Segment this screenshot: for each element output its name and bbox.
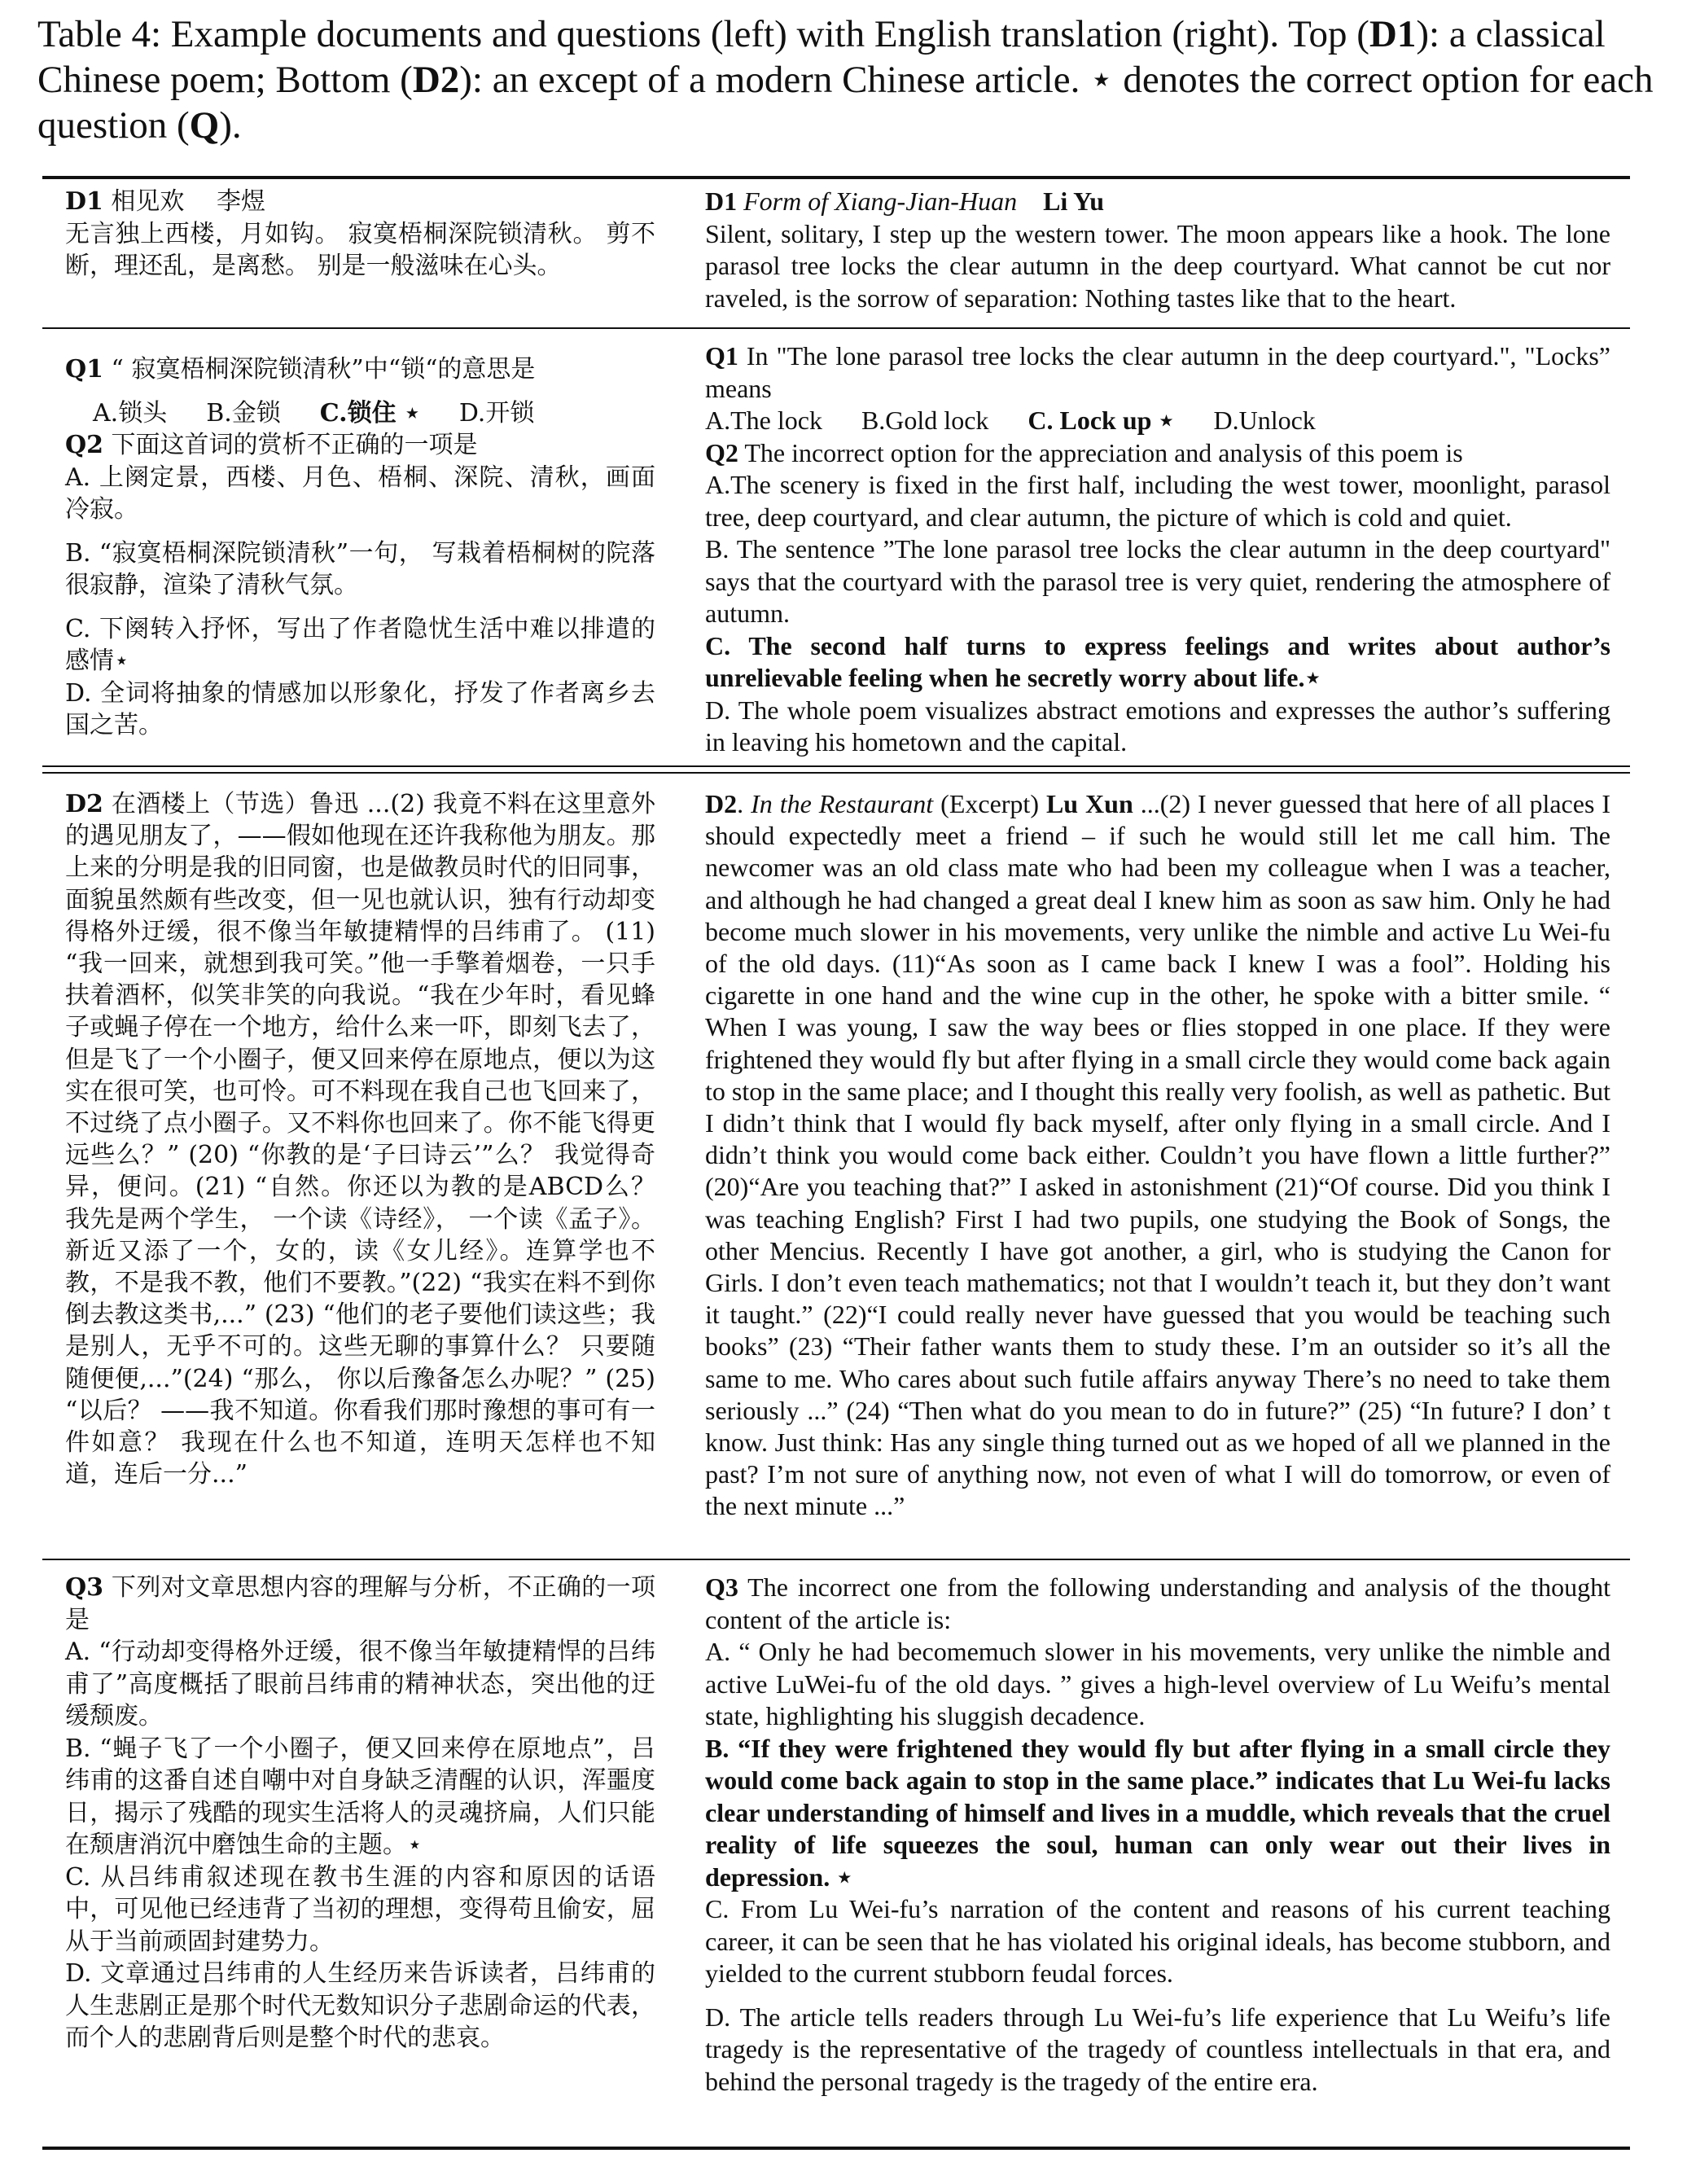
q3-english-option-c: C. From Lu Wei-fu’s narration of the content and reasons of his current teaching career, it can be seen that he has violated his original ideals, has become stubborn, and yielded to the current stubborn feudal forces. — [705, 1894, 1610, 1988]
q2-english-question: Q2 The incorrect option for the appreciation and analysis of this poem is — [705, 437, 1463, 467]
double-rule-top — [42, 765, 1630, 767]
q2-chinese-question: Q2 下面这首词的赏析不正确的一项是 — [65, 431, 478, 459]
q3-english-option-a: A. “ Only he had becomemuch slower in his movements, very unlike the nimble and active LuWei-fu of the old days. ” gives a high-level overview of Lu Weifu’s mental state, highlighting his sluggish decadence. — [705, 1637, 1610, 1730]
q2-option-a: A. 上阕定景，西楼、月色、梧桐、深院、清秋，画面冷寂。 — [65, 463, 655, 524]
d2-chinese-article: D2 在酒楼上（节选）鲁迅 ...(2) 我竟不料在这里意外的遇见朋友了，——假如他现在还许我称他为朋友。那上来的分明是我的旧同窗，也是做教员时代的旧同事，面貌虽然颇有些改变，但一见也就认识，独有行动却变得格外迂缓，很不像当年敏捷精悍的吕纬甫了。 (11) “我一回来，就想到我可笑。”他一手擎着烟卷，一只手扶着酒杯，似笑非笑的向我说。“我在少年时，看见蜂子或蝇子停在一个地方，给什么来一吓，即刻飞去了，但是飞了一个小圈子，便又回来停在原地点，便以为这实在很可笑，也可怜。可不料现在我自己也飞回来了，不过绕了点小圈子。又不料你也回来了。你不能飞得更远些么？” (20) “你教的是‘子曰诗云’”么？ 我觉得奇异，便问。(21) “自然。你还以为教的是ABCD么？ 我先是两个学生， 一个读《诗经》， 一个读《孟子》。新近又添了一个，女的，读《女儿经》。连算学也不教，不是我不教，他们不要教。”(22) “我实在料不到你倒去教这类书,...” (23) “他们的老子要他们读这些；我是别人，无乎不可的。这些无聊的事算什么？ 只要随随便便,...”(24) “那么， 你以后豫备怎么办呢？” (25) “以后？ ——我不知道。你看我们那时豫想的事可有一件如意？ 我现在什么也不知道，连明天怎样也不知道，连后一分...” — [65, 790, 655, 1489]
option: B.Gold lock — [861, 406, 989, 435]
q1-chinese-question: Q1 “ 寂寞梧桐深院锁清秋”中“锁“的意思是 — [65, 355, 536, 384]
d1-english-translation: D1 Form of Xiang-Jian-Huan Li Yu Silent, solitary, I step up the western tower. The moon appears like a hook. The lone parasol tree locks the clear autumn in the deep courtyard. What cannot be cut nor raveled, is the sorrow of separation: Nothing tastes like that to the heart. — [705, 186, 1610, 314]
q3-chinese-question: Q3 下列对文章思想内容的理解与分析，不正确的一项是 — [65, 1573, 655, 1634]
d1-chinese-text: 无言独上西楼，月如钩。 寂寞梧桐深院锁清秋。 剪不断，理还乱，是离愁。 别是一般滋味在心头。 — [65, 219, 655, 280]
q3-english-option-d: D. The article tells readers through Lu Wei-fu’s life experience that Lu Weifu’s life tragedy is the representative of the tragedy of countless intellectuals in that era, and behind the personal tragedy is the tragedy of the entire era. — [705, 2002, 1610, 2096]
q3-chinese — [65, 1572, 655, 2055]
q3-english-question: Q3 The incorrect one from the following understanding and analysis of the thought content of the article is: — [705, 1572, 1610, 1634]
d2-english-translation: D2. In the Restaurant (Excerpt) Lu Xun ...(2) I never guessed that here of all places I should expectedly meet a friend – if such he would still let me call him. The newcomer was an old class mate who had been my colleague when I was a teacher, and although he had changed a great deal I knew him as soon as saw him. Only he had become much slower in his movements, very unlike the nimble and active Lu Wei-fu of the old days. (11)“As soon as I came back I knew I was a fool”. Holding his cigarette in one hand and the wine cup in the other, he spoke with a bitter smile. “ When I was young, I saw the way bees or flies stopped in one place. If they were frightened they would fly but after flying in a small circle they would come back again to stop in the same place; and I thought this really very foolish, as well as pathetic. But I didn’t think that I would fly back myself, after only flying in a small circle. And I didn’t think you would come back either. Couldn’t you have flown a little further?” (20)“Are you teaching that?” I asked in astonishment (21)“Of course. Did you think I was teaching English? First I had two pupils, one studying the Book of Songs, the other Mencius. Recently I have got another, a girl, who is studying the Canon for Girls. I don’t even teach mathematics; not that I wouldn’t teach it, but they don’t want it taught.” (22)“I could really never have guessed that you would be teaching such books” (23) “Their father wants them to study these. I’m an outsider so it’s all the same to me. Who cares about such futile affairs anyway There’s no need to take them seriously ...” (24) “Then what do you mean to do in future?” (25) “In future? I don’ t know. Just think: Has any single thing turned out as we hoped of all we planned in the past? I’m not sure of anything now, not even of what I will do tomorrow, or even of the next minute ...” — [705, 789, 1611, 1521]
option: B.金锁 — [206, 398, 281, 428]
rule-d2-q3 — [42, 1559, 1630, 1560]
q2-english-option-a: A.The scenery is fixed in the first half, including the west tower, moonlight, parasol tree, deep courtyard, and clear autumn, the picture of which is cold and quiet. — [705, 470, 1610, 532]
q3-option-d: D. 文章通过吕纬甫的人生经历来告诉读者，吕纬甫的人生悲剧正是那个时代无数知识分子悲剧命运的代表，而个人的悲剧背后则是整个时代的悲哀。 — [65, 1959, 655, 2052]
q3-english-option-b-correct: B. “If they were frightened they would fly but after flying in a small circle they would come back again to stop in the same place.” indicates that Lu Wei-fu lacks clear understanding of himself and lives in a muddle, which reveals that the cruel reality of life squeezes the soul, human can only wear out their lives in depression. ⋆ — [705, 1733, 1610, 1892]
double-rule-bottom — [42, 772, 1630, 774]
q2-option-b: B. “寂寞梧桐深院锁清秋”一句， 写栽着梧桐树的院落很寂静，渲染了清秋气氛。 — [65, 538, 655, 599]
q2-option-d: D. 全词将抽象的情感加以形象化，抒发了作者离乡去国之苦。 — [65, 678, 655, 739]
q1-english-question: Q1 In "The lone parasol tree locks the clear autumn in the deep courtyard.", "Locks” means — [705, 341, 1610, 403]
q2-english-option-d: D. The whole poem visualizes abstract emotions and expresses the author’s suffering in leaving his hometown and the capital. — [705, 695, 1610, 757]
option: A.The lock — [705, 406, 822, 435]
q1-q2-english — [705, 340, 1610, 759]
q2-english-option-b: B. The sentence ”The lone parasol tree locks the clear autumn in the deep courtyard" says that the courtyard with the parasol tree is very quiet, rendering the atmosphere of autumn. — [705, 534, 1610, 628]
q3-option-b: B. “蝇子飞了一个小圈子，便又回来停在原地点”，吕纬甫的这番自述自嘲中对自身缺乏清醒的认识，浑噩度日，揭示了残酷的现实生活将人的灵魂挤扁，人们只能在颓唐消沉中磨蚀生命的主题。⋆ — [65, 1734, 655, 1859]
q2-english-option-c-correct: C. The second half turns to express feelings and writes about author’s unrelievable feeling when he secretly worry about life.⋆ — [705, 630, 1610, 692]
option: D.Unlock — [1213, 406, 1316, 435]
option: D.开锁 — [458, 398, 535, 428]
q1-chinese-options — [65, 397, 655, 430]
table-caption: Table 4: Example documents and questions (left) with English translation (right). Top (D1): a classical Chinese poem; Bottom (D2): an except of a modern Chinese article. ⋆ denotes the correct option for each question (Q). — [37, 13, 1654, 147]
q2-option-c: C. 下阕转入抒怀，写出了作者隐忧生活中难以排遣的感情⋆ — [65, 614, 655, 675]
q1-q2-chinese — [65, 353, 655, 742]
rule-d1-q1 — [42, 327, 1630, 329]
q3-option-c: C. 从吕纬甫叙述现在教书生涯的内容和原因的话语中，可见他已经违背了当初的理想，变得苟且偷安，屈从于当前顽固封建势力。 — [65, 1862, 655, 1956]
option-correct: C.锁住 ⋆ — [319, 398, 420, 428]
q1-english-options — [705, 405, 1610, 437]
q3-english — [705, 1572, 1610, 2098]
d1-english-text: Silent, solitary, I step up the western tower. The moon appears like a hook. The lone parasol tree locks the clear autumn in the deep courtyard. What cannot be cut nor raveled, is the sorrow of separation: Nothing tastes like that to the heart. — [705, 218, 1610, 313]
option: A.锁头 — [93, 398, 168, 428]
option-correct: C. Lock up ⋆ — [1028, 406, 1175, 435]
bottom-rule — [42, 2147, 1630, 2150]
d1-chinese-poem: D1 相见欢 李煜 无言独上西楼，月如钩。 寂寞梧桐深院锁清秋。 剪不断，理还乱，是离愁。 别是一般滋味在心头。 — [65, 186, 655, 283]
top-rule — [42, 176, 1630, 179]
q3-option-a: A. “行动却变得格外迂缓，很不像当年敏捷精悍的吕纬甫了”高度概括了眼前吕纬甫的精神状态，突出他的迂缓颓废。 — [65, 1638, 655, 1730]
